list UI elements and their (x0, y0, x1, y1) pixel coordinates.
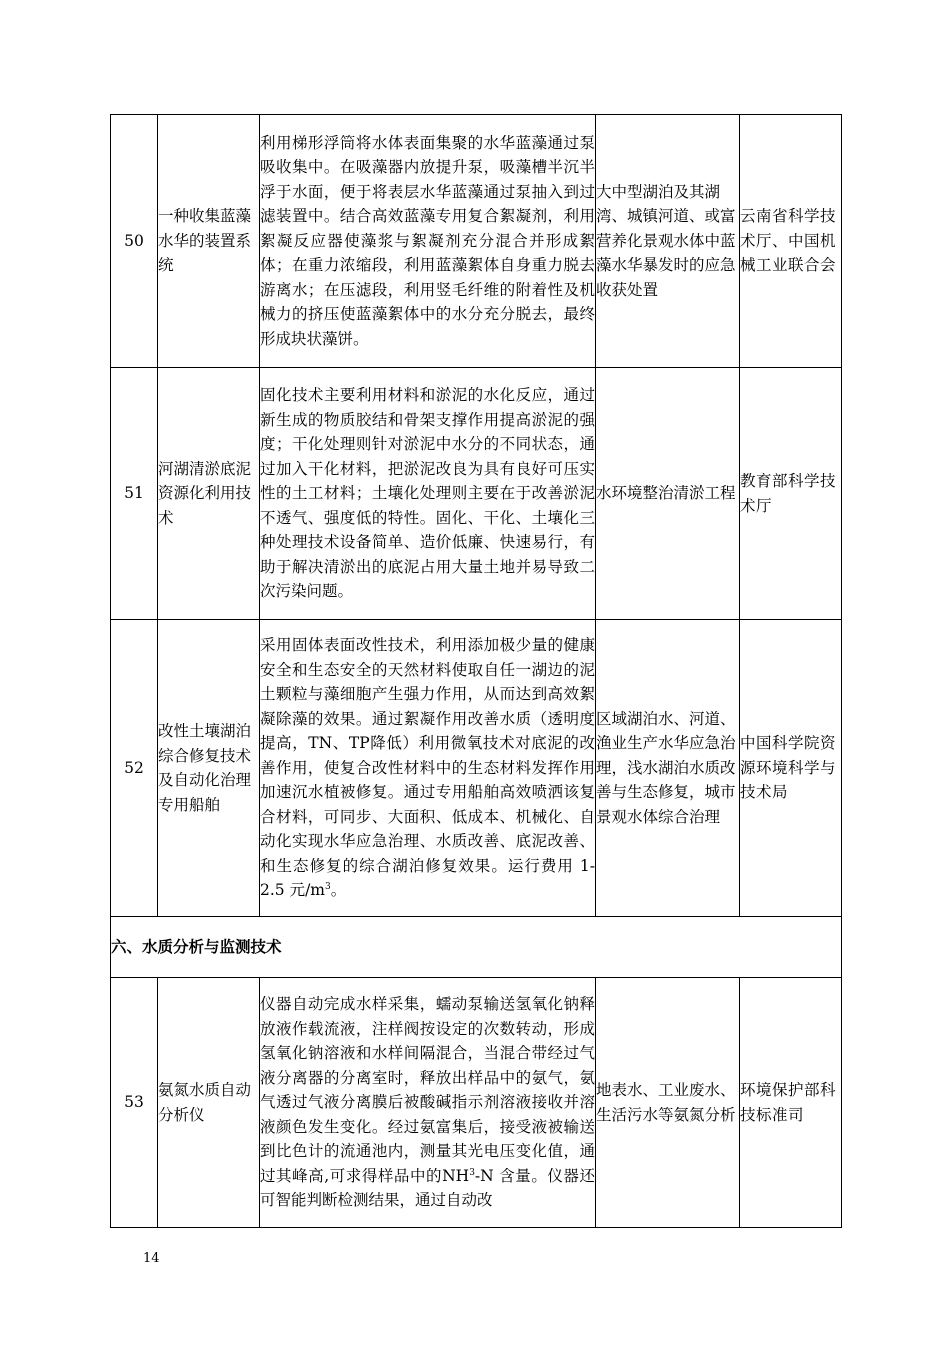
application-scope: 地表水、工业废水、生活污水等氨氮分析 (596, 978, 740, 1228)
table-row (111, 115, 842, 368)
section-heading: 六、水质分析与监测技术 (111, 917, 842, 978)
application-scope: 区域湖泊水、河道、渔业生产水华应急治理，浅水湖泊水质改善与生态修复，城市景观水体综合治理 (596, 620, 740, 917)
table-row (111, 620, 842, 917)
tech-description: 利用梯形浮筒将水体表面集聚的水华蓝藻通过泵吸收集中。在吸藻器内放提升泵，吸藻槽半沉半浮于水面，便于将表层水华蓝藻通过泵抽入到过滤装置中。结合高效蓝藻专用复合絮凝剂，利用絮凝反应器使藻浆与絮凝剂充分混合并形成絮体；在重力浓缩段，利用蓝藻絮体自身重力脱去游离水；在压滤段，利用竖毛纤维的附着性及机械力的挤压使蓝藻絮体中的水分充分脱去，最终形成块状藻饼。 (260, 115, 596, 368)
recommending-unit: 环境保护部科技标准司 (740, 978, 842, 1228)
tech-name: 氨氮水质自动分析仪 (158, 978, 260, 1228)
tech-name: 改性土壤湖泊综合修复技术及自动化治理专用船舶 (158, 620, 260, 917)
tech-name: 一种收集蓝藻水华的装置系统 (158, 115, 260, 368)
row-number: 53 (111, 978, 158, 1228)
section-row (111, 917, 842, 978)
application-scope: 水环境整治清淤工程 (596, 368, 740, 620)
page-number: 14 (143, 1251, 160, 1266)
recommending-unit: 中国科学院资源环境科学与技术局 (740, 620, 842, 917)
tech-description: 仪器自动完成水样采集，蠕动泵输送氢氧化钠释放液作载流液，注样阀按设定的次数转动，形成氢氧化钠溶液和水样间隔混合，当混合带经过气液分离器的分离室时，释放出样品中的氨气，氨气透过气液分离膜后被酸碱指示剂溶液接收并溶液颜色发生变化。经过氨富集后，接受液被输送到比色计的流通池内，测量其光电压变化值，通过其峰高,可求得样品中的$NH^3-N$ 含量。仪器还可智能判断检测结果，通过自动改 (260, 978, 596, 1228)
tech-description: 采用固体表面改性技术，利用添加极少量的健康安全和生态安全的天然材料使取自任一湖边的泥土颗粒与藻细胞产生强力作用，从而达到高效絮凝除藻的效果。通过絮凝作用改善水质（透明度提高，TN、TP降低）利用微氧技术对底泥的改善作用，使复合改性材料中的生态材料发挥作用加速沉水植被修复。通过专用船舶高效喷洒该复合材料，可同步、大面积、低成本、机械化、自动化实现水华应急治理、水质改善、底泥改善、和生态修复的综合湖泊修复效果。运行费用 1-2.5 元$/m^3$。 (260, 620, 596, 917)
row-number: 51 (111, 368, 158, 620)
row-number: 50 (111, 115, 158, 368)
tech-description: 固化技术主要利用材料和淤泥的水化反应，通过新生成的物质胶结和骨架支撑作用提高淤泥的强度；干化处理则针对淤泥中水分的不同状态，通过加入干化材料，把淤泥改良为具有良好可压实性的土工材料；土壤化处理则主要在于改善淤泥不透气、强度低的特性。固化、干化、土壤化三种处理技术设备简单、造价低廉、快速易行，有助于解决清淤出的底泥占用大量土地并易导致二次污染问题。 (260, 368, 596, 620)
recommending-unit: 云南省科学技术厅、中国机械工业联合会 (740, 115, 842, 368)
table-row (111, 978, 842, 1228)
tech-name: 河湖清淤底泥资源化利用技术 (158, 368, 260, 620)
recommending-unit: 教育部科学技术厅 (740, 368, 842, 620)
technology-table (110, 114, 842, 1228)
application-scope: 大中型湖泊及其湖湾、城镇河道、或富营养化景观水体中蓝藻水华暴发时的应急收获处置 (596, 115, 740, 368)
row-number: 52 (111, 620, 158, 917)
table-row (111, 368, 842, 620)
